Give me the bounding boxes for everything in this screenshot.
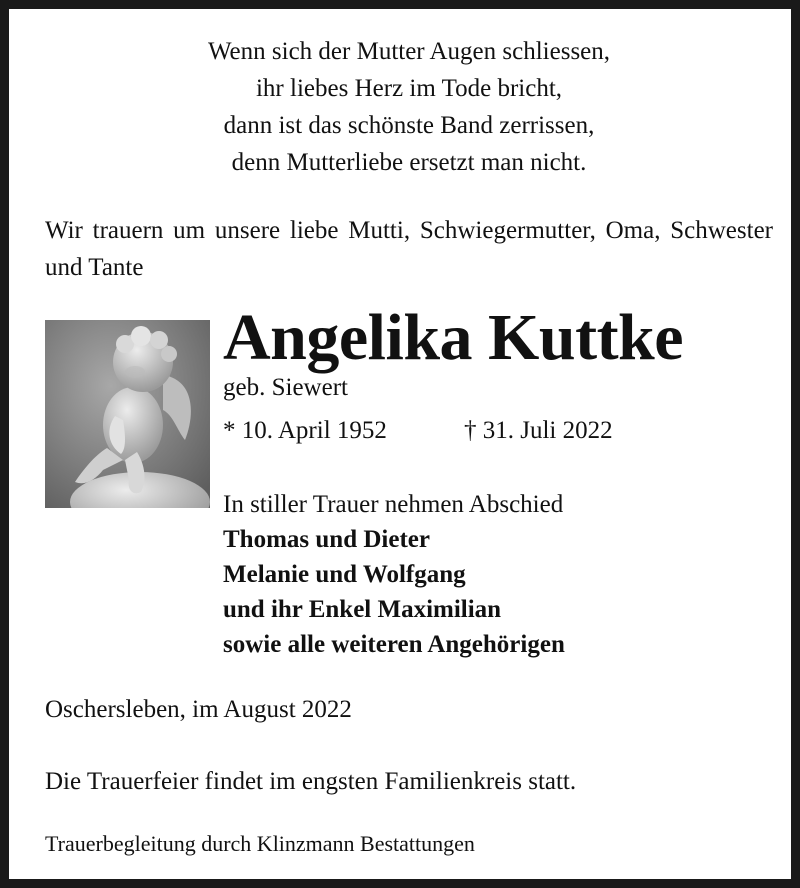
poem-line: denn Mutterliebe ersetzt man nicht.: [231, 149, 587, 176]
mourners-intro: In stiller Trauer nehmen Abschied: [223, 491, 564, 518]
poem-line: dann ist das schönste Band zerrissen,: [223, 112, 595, 139]
death-date: † 31. Juli 2022: [464, 417, 613, 444]
poem: [9, 33, 800, 181]
poem-line: ihr liebes Herz im Tode bricht,: [255, 75, 563, 102]
birth-name: geb. Siewert: [223, 374, 348, 401]
ceremony-note: Die Trauerfeier findet im engsten Familienkreis statt.: [45, 768, 577, 795]
mourning-intro: Wir trauern um unsere liebe Mutti, Schwiegermutter, Oma, Schwester und Tante: [45, 217, 773, 281]
mourner-name: Melanie und Wolfgang: [223, 561, 466, 588]
mourner-name: Thomas und Dieter: [223, 526, 430, 553]
birth-date: * 10. April 1952: [223, 417, 387, 444]
place-date: Oschersleben, im August 2022: [45, 696, 352, 723]
undertaker-note: Trauerbegleitung durch Klinzmann Bestattungen: [45, 831, 475, 856]
angel-statue-photo: [45, 320, 210, 508]
mourners-block: [223, 487, 565, 662]
deceased-name: Angelika Kuttke: [223, 301, 684, 374]
mourner-name: und ihr Enkel Maximilian: [223, 596, 502, 623]
angel-statue-image: [45, 320, 210, 508]
poem-line: Wenn sich der Mutter Augen schliessen,: [207, 38, 611, 65]
mourner-name: sowie alle weiteren Angehörigen: [223, 631, 565, 658]
